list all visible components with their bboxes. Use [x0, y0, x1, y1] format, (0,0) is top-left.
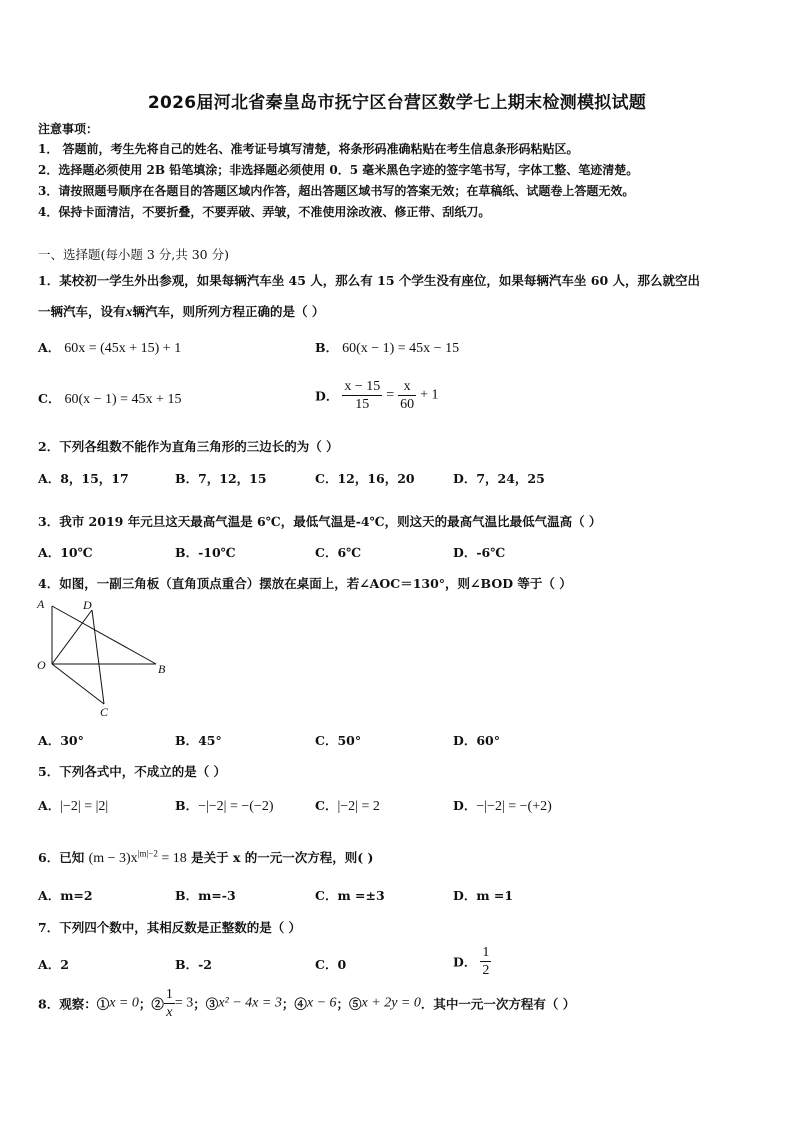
question-3-option-d[interactable]: D．-6℃ — [453, 545, 506, 560]
question-6-stem — [38, 848, 373, 867]
stem-text: 一辆汽车，设有 — [38, 304, 126, 319]
stem-text: 8．观察：① — [38, 996, 110, 1012]
equals-sign: = — [386, 387, 395, 403]
question-1-stem: 1．某校初一学生外出参观，如果每辆汽车坐 45 人，那么有 15 个学生没有座位，如果每辆汽车坐 60 人，那么就空出 — [38, 273, 700, 288]
stem-text: ；⑤ — [336, 996, 362, 1012]
stem-text: ；③ — [193, 996, 219, 1012]
question-6-option-c[interactable]: C．m =±3 — [315, 888, 385, 903]
section-heading: 一、选择题(每小题 3 分,共 30 分) — [38, 247, 229, 262]
variable: x — [125, 305, 133, 320]
option-label: C． — [315, 798, 338, 813]
line-ab — [52, 606, 156, 664]
stem-text: 6．已知 — [38, 850, 85, 865]
question-4-option-d[interactable]: D．60° — [453, 733, 500, 748]
question-2-option-d[interactable]: D．7，24，25 — [453, 471, 545, 486]
option-expr: |−2| = 2 — [337, 799, 380, 814]
figure-lines — [52, 606, 156, 704]
question-1-stem-cont — [38, 302, 324, 321]
fraction — [398, 378, 416, 413]
notice-item: 2．选择题必须使用 2B 铅笔填涂；非选择题必须使用 0．5 毫米黑色字迹的签字笔书写，字体工整、笔迹清楚。 — [38, 163, 639, 177]
fraction — [164, 986, 175, 1021]
equation-base: (m − 3)x — [88, 851, 138, 866]
question-7-stem: 7．下列四个数中，其相反数是正整数的是（ ） — [38, 920, 302, 935]
question-1-option-b[interactable] — [315, 338, 459, 357]
question-1-option-c[interactable] — [38, 389, 181, 408]
stem-text: 辆汽车，则所列方程正确的是（ ） — [132, 304, 325, 319]
page-title: 2026届河北省秦皇岛市抚宁区台营区数学七上期末检测模拟试题 — [147, 93, 647, 113]
question-4-option-a[interactable]: A．30° — [38, 733, 84, 748]
question-4-option-c[interactable]: C．50° — [315, 733, 362, 748]
label-o: O — [37, 658, 46, 672]
fraction — [342, 378, 382, 413]
label-d: D — [83, 598, 92, 612]
exponent: |m|−2 — [137, 848, 158, 859]
equation-4: x − 6 — [306, 995, 337, 1011]
option-expr: 60(x − 1) = 45x − 15 — [342, 341, 460, 356]
question-5-option-c[interactable] — [315, 796, 380, 815]
question-7-option-c[interactable]: C．0 — [315, 957, 347, 972]
label-b: B — [158, 662, 166, 676]
denominator: 2 — [482, 963, 490, 978]
question-5-option-a[interactable] — [38, 796, 108, 815]
option-label: C． — [38, 391, 61, 406]
option-label: D． — [315, 388, 339, 404]
numerator: 1 — [165, 987, 173, 1002]
option-label: D． — [453, 798, 477, 813]
stem-text: ．其中一元一次方程有（ ） — [420, 996, 576, 1012]
equation — [88, 848, 187, 866]
denominator: x — [166, 1005, 173, 1020]
equation-1: x = 0 — [109, 995, 139, 1011]
stem-text: ；④ — [281, 996, 307, 1012]
equation-5: x + 2y = 0 — [361, 995, 421, 1011]
question-3-option-c[interactable]: C．6℃ — [315, 545, 362, 560]
equation-3: x² − 4x = 3 — [218, 995, 282, 1011]
stem-text: 是关于 x 的一元一次方程，则( ) — [191, 850, 374, 865]
question-1-option-d[interactable] — [315, 378, 439, 413]
question-7-option-a[interactable]: A．2 — [38, 957, 69, 972]
question-3-option-b[interactable]: B．-10℃ — [175, 545, 236, 560]
question-5-option-b[interactable] — [175, 796, 274, 815]
notice-heading: 注意事项： — [38, 122, 99, 136]
question-8-stem — [38, 986, 575, 1021]
question-3-stem: 3．我市 2019 年元旦这天最高气温是 6℃，最低气温是-4℃，则这天的最高气温比最低气温高（ ） — [38, 514, 602, 529]
question-7-option-d[interactable] — [453, 944, 491, 979]
line-oc — [52, 664, 104, 704]
question-4-stem: 4．如图，一副三角板（直角顶点重合）摆放在桌面上，若∠AOC＝130°，则∠BOD 等于（ ） — [38, 576, 572, 591]
option-expr: |−2| = |2| — [60, 799, 109, 814]
option-label: A． — [38, 798, 61, 813]
line-od — [52, 610, 92, 664]
line-dc — [92, 610, 104, 704]
equation-tail: = 18 — [157, 851, 187, 866]
triangle-figure — [32, 596, 182, 721]
equation-2-tail: = 3 — [174, 995, 194, 1011]
question-6-option-d[interactable]: D．m =1 — [453, 888, 514, 903]
notice-item: 1． 答题前，考生先将自己的姓名、准考证号填写清楚，将条形码准确粘贴在考生信息条形码粘贴区。 — [38, 142, 579, 156]
question-5-option-d[interactable] — [453, 796, 552, 815]
numerator: 1 — [482, 945, 490, 960]
question-3-option-a[interactable]: A．10℃ — [38, 545, 93, 560]
question-1-option-a[interactable] — [38, 338, 181, 357]
option-expr: + 1 — [420, 387, 439, 403]
label-c: C — [100, 705, 109, 719]
stem-text: ；② — [138, 996, 164, 1012]
question-2-option-c[interactable]: C．12，16，20 — [315, 471, 415, 486]
question-7-option-b[interactable]: B．-2 — [175, 957, 212, 972]
denominator: 60 — [400, 397, 415, 412]
option-expr: −|−2| = −(−2) — [198, 799, 274, 814]
option-label: B． — [175, 798, 199, 813]
option-expr: 60(x − 1) = 45x + 15 — [64, 392, 182, 407]
option-label: D． — [453, 954, 477, 970]
fraction — [480, 944, 491, 979]
notice-item: 4．保持卡面清洁，不要折叠，不要弄破、弄皱，不准使用涂改液、修正带、刮纸刀。 — [38, 205, 491, 219]
option-expr: 60x = (45x + 15) + 1 — [64, 341, 182, 356]
question-6-option-b[interactable]: B．m=-3 — [175, 888, 236, 903]
question-2-stem: 2．下列各组数不能作为直角三角形的三边长的为（ ） — [38, 439, 339, 454]
notice-item: 3．请按照题号顺序在各题目的答题区域内作答，超出答题区域书写的答案无效；在草稿纸、试题卷上答题无效。 — [38, 184, 635, 198]
question-2-option-a[interactable]: A．8，15，17 — [38, 471, 129, 486]
question-5-stem: 5．下列各式中，不成立的是（ ） — [38, 764, 227, 779]
option-expr: −|−2| = −(+2) — [476, 799, 552, 814]
label-a: A — [37, 597, 45, 611]
option-label: B． — [315, 340, 339, 355]
option-label: A． — [38, 340, 61, 355]
numerator: x — [398, 378, 416, 396]
question-4-option-b[interactable]: B．45° — [175, 733, 222, 748]
question-6-option-a[interactable]: A．m=2 — [38, 888, 93, 903]
numerator: x − 15 — [344, 379, 381, 394]
question-2-option-b[interactable]: B．7，12，15 — [175, 471, 267, 486]
denominator: 15 — [355, 397, 370, 412]
